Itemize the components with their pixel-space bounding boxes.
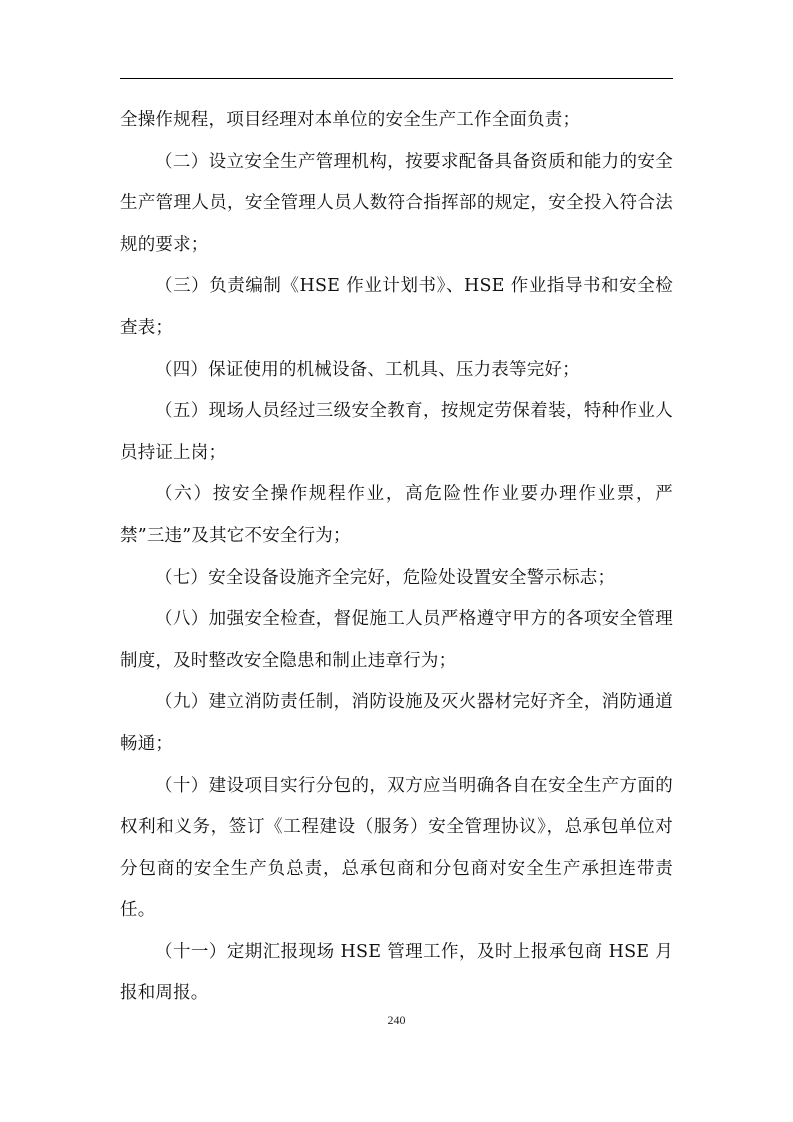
- paragraph-item-9: （九）建立消防责任制，消防设施及灭火器材完好齐全，消防通道畅通；: [120, 692, 673, 754]
- page-number: 240: [387, 1013, 406, 1027]
- paragraph-item-7: （七）安全设备设施齐全完好，危险处设置安全警示标志；: [155, 567, 616, 588]
- paragraph-item-3: （三）负责编制《HSE 作业计划书》、HSE 作业指导书和安全检查表；: [120, 276, 673, 338]
- paragraph-continuation: 全操作规程，项目经理对本单位的安全生产工作全面负责；: [120, 110, 581, 130]
- paragraph-item-11: （十一）定期汇报现场 HSE 管理工作，及时上报承包商 HSE 月报和周报。: [120, 941, 673, 1004]
- paragraph-item-2: （二）设立安全生产管理机构，按要求配备具备资质和能力的安全生产管理人员，安全管理人员人数符合指挥部的规定，安全投入符合法规的要求；: [120, 151, 673, 255]
- paragraph-item-8: （八）加强安全检查，督促施工人员严格遵守甲方的各项安全管理制度，及时整改安全隐患和制止违章行为；: [120, 609, 673, 671]
- header-rule: [120, 78, 673, 79]
- document-body: [120, 100, 673, 1015]
- paragraph-item-10: （十）建设项目实行分包的，双方应当明确各自在安全生产方面的权利和义务，签订《工程建设（服务）安全管理协议》，总承包单位对分包商的安全生产负总责，总承包商和分包商对安全生产承担连带责任。: [120, 775, 673, 921]
- paragraph-item-4: （四）保证使用的机械设备、工机具、压力表等完好；: [155, 359, 580, 380]
- paragraph-item-6: （六）按安全操作规程作业，高危险性作业要办理作业票，严禁”三违”及其它不安全行为；: [120, 484, 673, 546]
- paragraph-item-5: （五）现场人员经过三级安全教育，按规定劳保着装，特种作业人员持证上岗；: [120, 401, 673, 463]
